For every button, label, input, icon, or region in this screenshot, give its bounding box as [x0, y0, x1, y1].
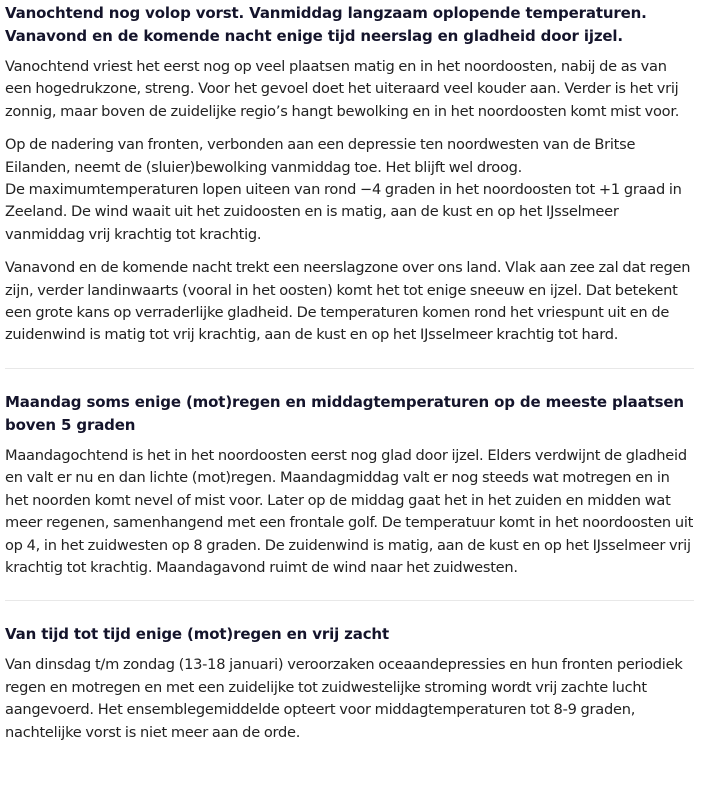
- paragraph: Vanavond en de komende nacht trekt een neerslagzone over ons land. Vlak aan zee zal dat regen zijn, verder landinwaarts (vooral in het oosten) komt het tot enige sneeuw en ijzel. Dat betekent een grote kans op verraderlijke gladheid. De temperaturen komen rond het vriespunt uit en de zuidenwind is matig tot vrij krachtig, aan de kust en op het IJsselmeer krachtig tot hard.: [5, 259, 691, 344]
- section-heading: Maandag soms enige (mot)regen en middagtemperaturen op de meeste plaatsen boven 5 graden: [5, 392, 684, 434]
- section-heading: Van tijd tot tijd enige (mot)regen en vrij zacht: [5, 625, 389, 644]
- paragraph-line-1: Op de nadering van fronten, verbonden aan een depressie ten noordwesten van de Britse Eilanden, neemt de (sluier)bewolking vanmiddag toe. Het blijft wel droog.: [5, 136, 636, 176]
- forecast-section-monday: [5, 391, 695, 579]
- section-divider: [5, 600, 694, 601]
- paragraph-line-2: De maximumtemperaturen lopen uiteen van rond −4 graden in het noordoosten tot +1 graad in Zeeland. De wind waait uit het zuidoosten en is matig, aan de kust en op het IJsselmeer vanmiddag vrij krachtig tot krachtig.: [5, 181, 682, 243]
- forecast-section-outlook: [5, 623, 695, 744]
- paragraph: Maandagochtend is het in het noordoosten eerst nog glad door ijzel. Elders verdwijnt de gladheid en valt er nu en dan lichte (mot)regen. Maandagmiddag valt er nog steeds wat motregen en in het noorden komt nevel of mist voor. Later op de middag gaat het in het zuiden en midden wat meer regenen, samenhangend met een frontale golf. De temperatuur komt in het noordoosten uit op 4, in het zuidwesten op 8 graden. De zuidenwind is matig, aan de kust en op het IJsselmeer vrij krachtig tot krachtig. Maandagavond ruimt de wind naar het zuidwesten.: [5, 446, 694, 576]
- weather-forecast-article: [0, 2, 711, 744]
- section-divider: [5, 368, 694, 369]
- section-heading: Vanochtend nog volop vorst. Vanmiddag langzaam oplopende temperaturen. Vanavond en de komende nacht enige tijd neerslag en gladheid door ijzel.: [5, 4, 647, 45]
- paragraph: Van dinsdag t/m zondag (13-18 januari) veroorzaken oceaandepressies en hun fronten periodiek regen en motregen en met een zuidelijke tot zuidwestelijke stroming wordt vrij zachte lucht aangevoerd. Het ensemblegemiddelde opteert voor middagtemperaturen tot 8-9 graden, nachtelijke vorst is niet meer aan de orde.: [5, 656, 683, 741]
- paragraph: Vanochtend vriest het eerst nog op veel plaatsen matig en in het noordoosten, nabij de as van een hogedrukzone, streng. Voor het gevoel doet het uiteraard veel kouder aan. Verder is het vrij zonnig, maar boven de zuidelijke regio’s hangt bewolking en in het noordoosten komt mist voor.: [5, 58, 680, 120]
- paragraph: [5, 134, 695, 246]
- forecast-section-today: [5, 2, 695, 347]
